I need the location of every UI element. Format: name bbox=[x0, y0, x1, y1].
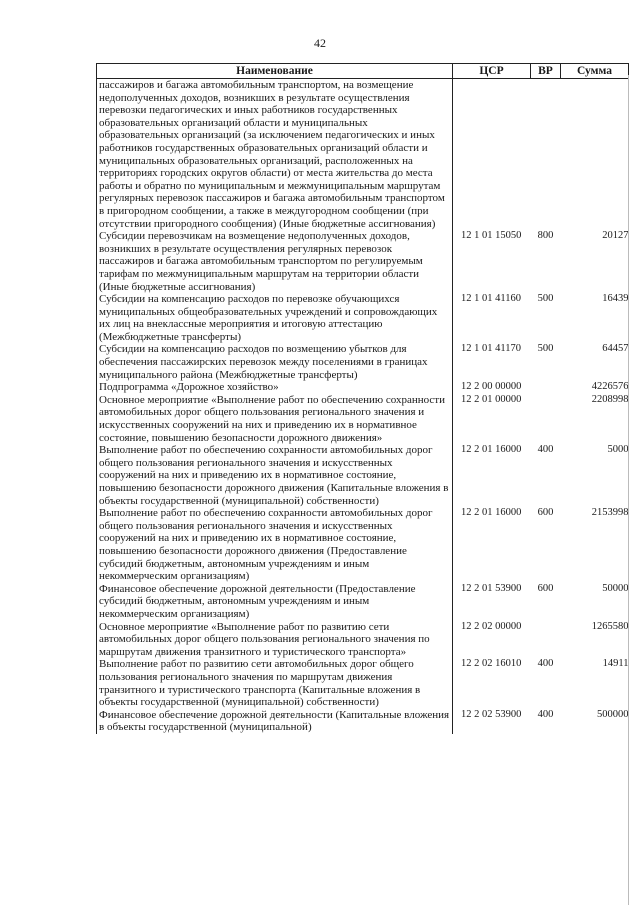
row-vr: 600 bbox=[537, 582, 554, 594]
row-name: Выполнение работ по обеспечению сохранности автомобильных дорог общего пользования регионального значения и искусственных сооружений на них и приведению их в нормативное состояние, повышению безопасности дорожного движения (Предоставление субсидий бюджетным, автономным учреждениям и иным некоммерческим организациям) bbox=[97, 507, 453, 583]
row-csr: 12 2 00 00000 bbox=[461, 381, 522, 393]
row-name: Субсидии перевозчикам на возмещение недополученных доходов, возникших в результате осуществления регулярных перевозок пассажиров и багажа автомобильным транспортом по регулируемым тарифам по межмуниципальным маршрутам на территории области (Иные бюджетные ассигнования) bbox=[97, 230, 453, 293]
table-body bbox=[97, 79, 629, 734]
row-vr bbox=[531, 381, 561, 394]
row-csr: 12 1 01 41160 bbox=[461, 293, 521, 305]
row-sum bbox=[561, 79, 629, 231]
row-sum: 64457 bbox=[602, 343, 629, 355]
row-sum: 14911 bbox=[602, 658, 629, 670]
row-csr: 12 2 01 53900 bbox=[461, 582, 522, 594]
header-name: Наименование bbox=[97, 64, 453, 79]
row-sum: 2208998 bbox=[591, 393, 629, 405]
table-row bbox=[97, 507, 629, 583]
row-csr: 12 2 01 16000 bbox=[461, 507, 522, 519]
row-csr: 12 1 01 15050 bbox=[461, 230, 522, 242]
table-row bbox=[97, 230, 629, 293]
row-name: Основное мероприятие «Выполнение работ по развитию сети автомобильных дорог общего пользования регионального значения по маршрутам движения транзитного и туристического транспорта» bbox=[97, 621, 453, 659]
table-row bbox=[97, 343, 629, 381]
row-csr: 12 2 01 00000 bbox=[461, 393, 522, 405]
row-csr bbox=[453, 79, 531, 231]
row-vr bbox=[531, 394, 561, 444]
table-row bbox=[97, 394, 629, 444]
row-name: Финансовое обеспечение дорожной деятельности (Капитальные вложения в объекты государственной (муниципальной) bbox=[97, 709, 453, 734]
row-sum: 1265580 bbox=[591, 620, 629, 632]
scan-edge-line bbox=[628, 75, 629, 905]
row-vr: 500 bbox=[537, 293, 554, 305]
row-vr: 500 bbox=[537, 343, 554, 355]
row-sum: 16439 bbox=[602, 293, 629, 305]
table-row bbox=[97, 658, 629, 708]
budget-table bbox=[96, 63, 629, 734]
row-name: Субсидии на компенсацию расходов по возмещению убытков для обеспечения пассажирских перевозок между поселениями в границах муниципального района (Межбюджетные трансферты) bbox=[97, 343, 453, 381]
row-sum: 50000 bbox=[602, 582, 629, 594]
row-csr: 12 2 02 00000 bbox=[461, 620, 522, 632]
row-name: Выполнение работ по развитию сети автомобильных дорог общего пользования регионального значения по маршрутам движения транзитного и туристического транспорта (Капитальные вложения в объекты государственной (муниципальной) собственности) bbox=[97, 658, 453, 708]
row-sum: 500000 bbox=[597, 708, 629, 720]
row-vr: 400 bbox=[537, 708, 554, 720]
row-sum: 2153998 bbox=[591, 507, 629, 519]
row-csr: 12 2 02 16010 bbox=[461, 658, 522, 670]
table-row bbox=[97, 79, 629, 231]
row-csr: 12 2 02 53900 bbox=[461, 708, 522, 720]
row-vr: 400 bbox=[537, 444, 554, 456]
row-name: Основное мероприятие «Выполнение работ по обеспечению сохранности автомобильных дорог общего пользования регионального значения и искусственных сооружений на них и приведению их в нормативное состояние, повышению безопасности дорожного движения» bbox=[97, 394, 453, 444]
table-row bbox=[97, 444, 629, 507]
header-sum: Сумма bbox=[561, 64, 629, 79]
row-vr: 400 bbox=[537, 658, 554, 670]
row-name: Субсидии на компенсацию расходов по перевозке обучающихся муниципальных общеобразовательных учреждений и сопровождающих их лиц на внеклассные мероприятия и итоговую аттестацию (Межбюджетные трансферты) bbox=[97, 293, 453, 343]
row-sum: 4226576 bbox=[591, 381, 629, 393]
table-row bbox=[97, 381, 629, 394]
row-name: Выполнение работ по обеспечению сохранности автомобильных дорог общего пользования регионального значения и искусственных сооружений на них и приведению их в нормативное состояние, повышению безопасности дорожного движения (Капитальные вложения в объекты государственной (муниципальной) собственности) bbox=[97, 444, 453, 507]
row-sum: 20127 bbox=[602, 230, 629, 242]
row-name: Финансовое обеспечение дорожной деятельности (Предоставление субсидий бюджетным, автономным учреждениям и иным некоммерческим организациям) bbox=[97, 583, 453, 621]
row-sum: 5000 bbox=[607, 444, 629, 456]
table-row bbox=[97, 621, 629, 659]
table-row bbox=[97, 709, 629, 734]
page-number: 42 bbox=[314, 36, 326, 50]
row-vr: 800 bbox=[537, 230, 554, 242]
row-name: пассажиров и багажа автомобильным транспортом, на возмещение недополученных доходов, возникших в результате осуществления перевозки педагогических и иных работников государственных образовательных организаций области и муниципальных образовательных организаций (за исключением педагогических и иных работников государственных образовательных организаций области и муниципальных образовательных организаций, расположенных на территориях городских округов области) от места жительства до места работы и обратно по муниципальным и межмуниципальным маршрутам регулярных перевозок пассажиров и багажа автомобильным транспортом в пригородном сообщении, а также в междугородном сообщении (при отсутствии пригородного сообщения) (Иные бюджетные ассигнования) bbox=[97, 79, 453, 231]
table-header bbox=[97, 64, 629, 79]
row-vr: 600 bbox=[537, 507, 554, 519]
header-vr: ВР bbox=[531, 64, 561, 79]
row-vr bbox=[531, 621, 561, 659]
row-vr bbox=[531, 79, 561, 231]
row-name: Подпрограмма «Дорожное хозяйство» bbox=[97, 381, 453, 394]
row-csr: 12 1 01 41170 bbox=[461, 343, 521, 355]
table-row bbox=[97, 583, 629, 621]
row-csr: 12 2 01 16000 bbox=[461, 444, 522, 456]
table-row bbox=[97, 293, 629, 343]
header-csr: ЦСР bbox=[453, 64, 531, 79]
